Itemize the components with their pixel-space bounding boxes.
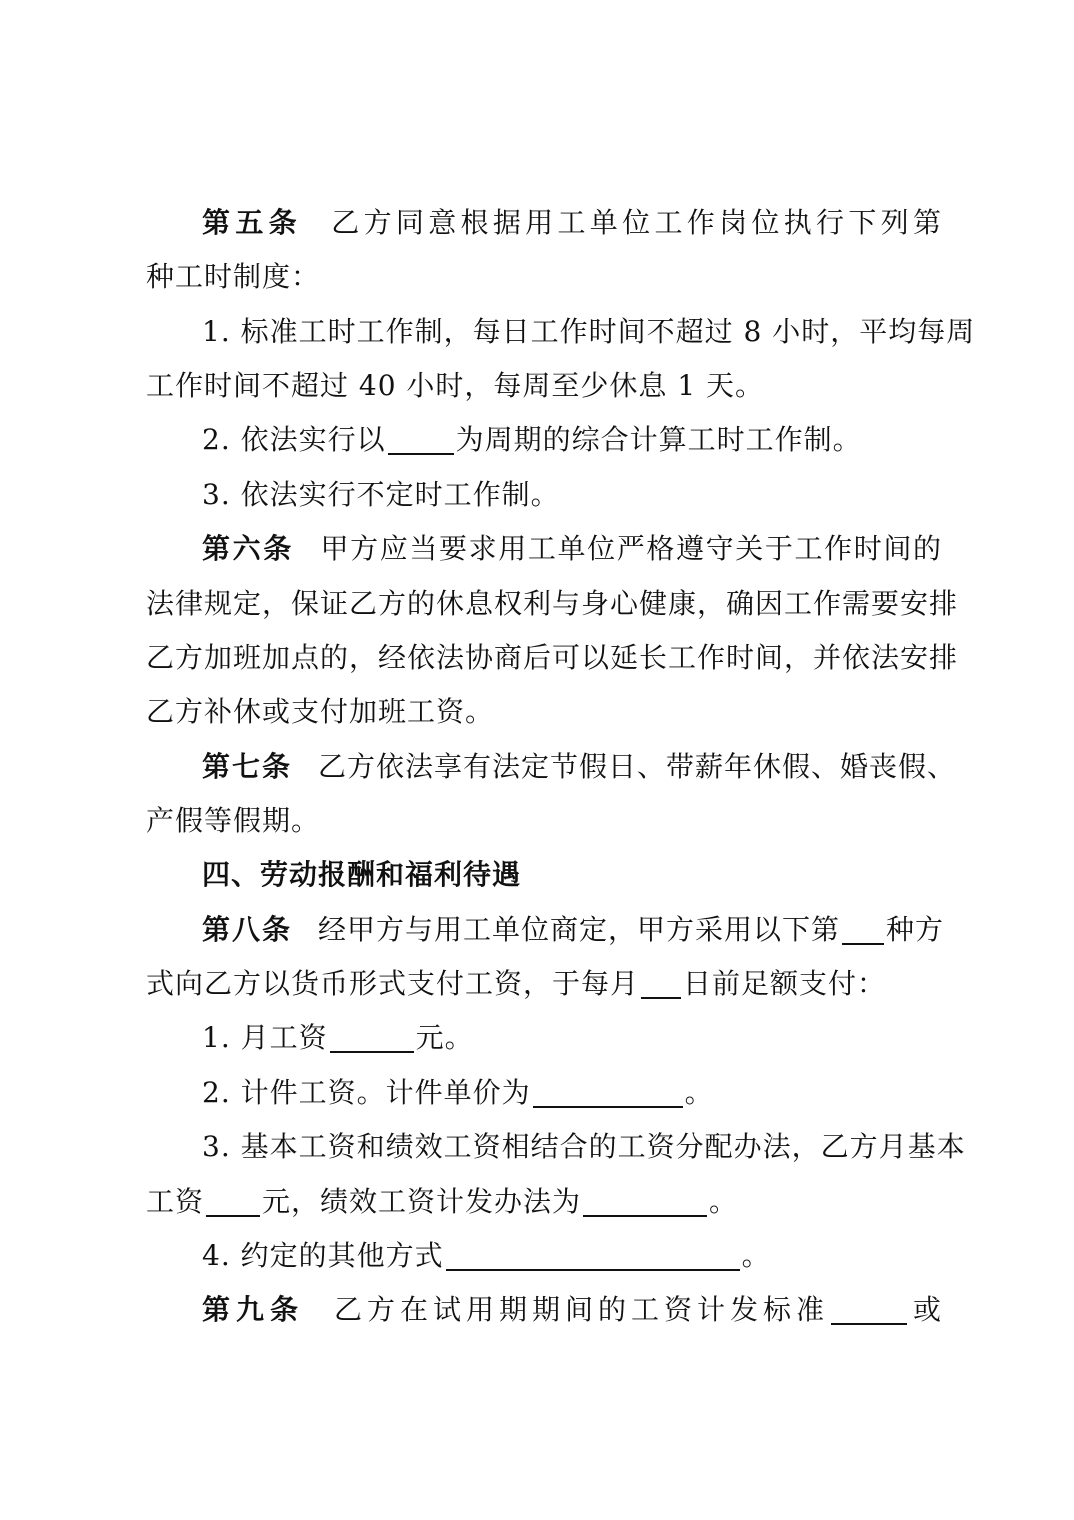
article-5-item-2-prefix: 2. 依法实行以 <box>202 423 386 456</box>
article-6-line-4: 乙方补休或支付加班工资。 <box>146 695 495 728</box>
article-5-heading: 第五条 <box>202 206 302 239</box>
blank-performance-method[interactable] <box>583 1185 707 1217</box>
blank-probation-wage[interactable] <box>831 1293 907 1325</box>
article-6-line-1 <box>202 522 942 576</box>
article-8-item-2-b: 。 <box>684 1076 714 1109</box>
article-7-line-2: 产假等假期。 <box>146 804 321 837</box>
article-8-line-2 <box>146 957 942 1011</box>
article-8-line-1 <box>202 903 945 957</box>
blank-payment-method[interactable] <box>842 913 884 945</box>
article-8-text-a: 经甲方与用工单位商定，甲方采用以下第 <box>318 913 841 946</box>
blank-base-wage[interactable] <box>206 1185 260 1217</box>
article-7-text: 乙方依法享有法定节假日、带薪年休假、婚丧假、 <box>318 750 957 783</box>
article-8-item-4 <box>202 1229 942 1283</box>
article-8-item-3b-a: 工资 <box>146 1185 205 1218</box>
blank-pay-day[interactable] <box>641 967 681 999</box>
blank-piece-rate[interactable] <box>533 1076 683 1108</box>
article-5-item-1a: 1. 标准工时工作制，每日工作时间不超过 8 小时，平均每周 <box>202 315 976 348</box>
article-5-text: 乙方同意根据用工单位工作岗位执行下列第 <box>327 206 942 239</box>
article-8-item-1-a: 1. 月工资 <box>202 1021 328 1054</box>
article-7-heading: 第七条 <box>202 750 293 783</box>
article-6-line-2: 法律规定，保证乙方的休息权利与身心健康，确因工作需要安排 <box>146 587 959 620</box>
article-9-text-b: 或 <box>908 1293 942 1326</box>
article-8-line-2-b: 日前足额支付： <box>683 967 887 1000</box>
article-8-item-4-b: 。 <box>741 1239 771 1272</box>
article-8-item-3b <box>146 1175 942 1229</box>
article-5-item-2 <box>202 413 942 467</box>
article-6-heading: 第六条 <box>202 532 294 565</box>
blank-cycle-period[interactable] <box>388 423 454 455</box>
article-8-text-b: 种方 <box>886 913 945 946</box>
blank-other-method[interactable] <box>446 1239 740 1271</box>
article-6-text: 甲方应当要求用工单位严格遵守关于工作时间的 <box>319 532 942 565</box>
article-5-line-2: 种工时制度： <box>146 260 321 293</box>
article-8-item-3a: 3. 基本工资和绩效工资相结合的工资分配办法，乙方月基本 <box>202 1130 966 1163</box>
article-5-line-1 <box>202 196 942 250</box>
article-8-line-2-a: 式向乙方以货币形式支付工资，于每月 <box>146 967 640 1000</box>
article-8-item-1 <box>202 1011 942 1065</box>
section-4-title: 四、劳动报酬和福利待遇 <box>202 858 522 891</box>
article-8-heading: 第八条 <box>202 913 293 946</box>
article-7-line-1 <box>202 740 957 794</box>
article-8-item-4-a: 4. 约定的其他方式 <box>202 1239 444 1272</box>
article-8-item-2 <box>202 1066 942 1120</box>
article-8-item-3b-c: 元，绩效工资计发办法为 <box>262 1185 582 1218</box>
article-8-item-2-a: 2. 计件工资。计件单价为 <box>202 1076 531 1109</box>
blank-monthly-wage[interactable] <box>330 1021 414 1053</box>
article-9-line-1 <box>202 1283 942 1337</box>
article-9-heading: 第九条 <box>202 1293 304 1326</box>
article-8-item-1-b: 元。 <box>415 1021 474 1054</box>
article-6-line-3: 乙方加班加点的，经依法协商后可以延长工作时间，并依法安排 <box>146 641 959 674</box>
article-5-item-3: 3. 依法实行不定时工作制。 <box>202 478 560 511</box>
article-8-item-3b-d: 。 <box>709 1185 739 1218</box>
article-9-text-a: 乙方在试用期期间的工资计发标准 <box>330 1293 829 1326</box>
article-5-item-1b: 工作时间不超过 40 小时，每周至少休息 1 天。 <box>146 369 765 402</box>
article-5-item-2-suffix: 为周期的综合计算工时工作制。 <box>455 423 862 456</box>
